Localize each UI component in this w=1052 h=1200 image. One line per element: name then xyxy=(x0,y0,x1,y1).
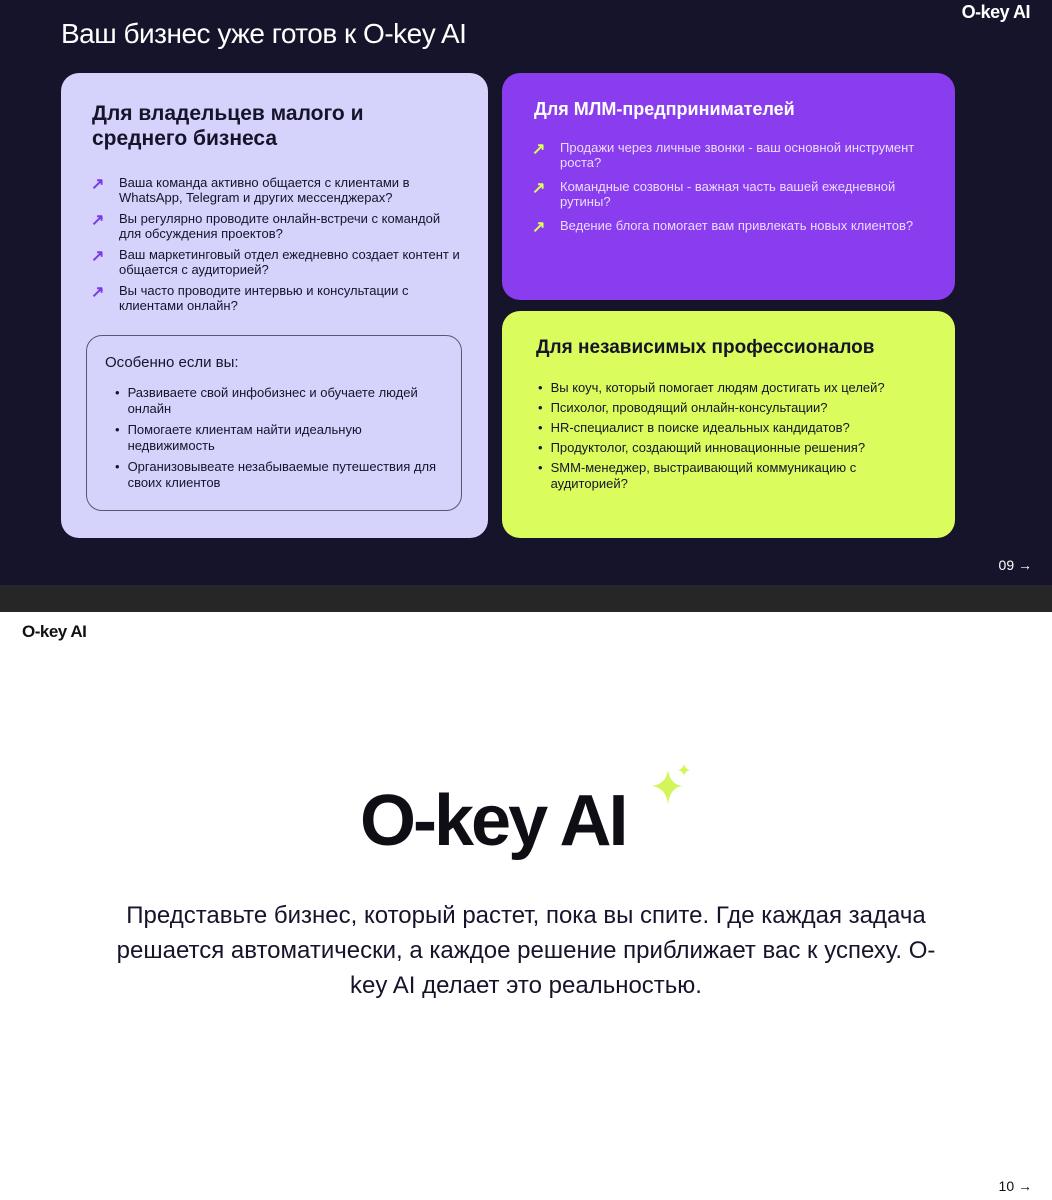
item-text: Ваша команда активно общается с клиентами в WhatsApp, Telegram и других мессенджерах? xyxy=(119,175,410,205)
arrow-up-right-icon: ↗ xyxy=(532,141,546,158)
item-text: Вы регулярно проводите онлайн-встречи с командой для обсуждения проектов? xyxy=(119,211,441,241)
list-item: • Психолог, проводящий онлайн-консультации? xyxy=(538,400,828,415)
hero-logo: O-key AI xyxy=(360,781,626,861)
list-item xyxy=(91,211,461,241)
arrow-up-right-icon: ↗ xyxy=(91,284,105,301)
item-text: Продуктолог, создающий инновационные решения? xyxy=(550,440,866,455)
card-professionals xyxy=(502,311,955,538)
sparkle-icon xyxy=(646,762,694,810)
page-number: 10 → xyxy=(998,1178,1032,1194)
list-item xyxy=(91,283,461,313)
item-text: Ведение блога помогает вам привлекать новых клиентов? xyxy=(560,218,914,233)
item-text: Психолог, проводящий онлайн-консультации? xyxy=(550,400,828,415)
list-item: • SMM-менеджер, выстраивающий коммуникацию с аудиторией? xyxy=(538,460,888,492)
list-item: • Продуктолог, создающий инновационные решения? xyxy=(538,440,866,455)
card-business-owners xyxy=(61,73,488,538)
item-text: HR-специалист в поиске идеальных кандидатов? xyxy=(550,420,850,435)
arrow-up-right-icon: ↗ xyxy=(532,180,546,197)
tagline: Представьте бизнес, который растет, пока вы спите. Где каждая задача решается автоматически, а каждое решение приближает вас к успеху. O-key AI делает это реальностью. xyxy=(116,902,936,999)
item-text: SMM-менеджер, выстраивающий коммуникацию с аудиторией? xyxy=(550,460,857,491)
arrow-up-right-icon: ↗ xyxy=(91,212,105,229)
item-text: Организовывеате незабываемые путешествия для своих клиентов xyxy=(127,459,437,490)
card-title: Для независимых профессионалов xyxy=(536,337,875,358)
list-item xyxy=(532,140,932,170)
list-item: • Развиваете свой инфобизнес и обучаете людей онлайн xyxy=(115,385,443,417)
page-number: 09 → xyxy=(998,557,1032,573)
card-mlm xyxy=(502,73,955,300)
arrow-up-right-icon: ↗ xyxy=(91,176,105,193)
list-item xyxy=(91,247,461,277)
brand-logo: O-key AI xyxy=(22,622,87,641)
slide-09 xyxy=(0,0,1052,585)
slide-separator xyxy=(0,585,1052,612)
list-item xyxy=(91,175,461,205)
list-item: • HR-специалист в поиске идеальных кандидатов? xyxy=(538,420,850,435)
list-item: • Помогаете клиентам найти идеальную недвижимость xyxy=(115,422,443,454)
list-item: • Вы коуч, который помогает людям достигать их целей? xyxy=(538,380,885,395)
item-text: Вы коуч, который помогает людям достигать их целей? xyxy=(550,380,885,395)
item-text: Развиваете свой инфобизнес и обучаете людей онлайн xyxy=(127,385,418,416)
list-item: • Организовывеате незабываемые путешествия для своих клиентов xyxy=(115,459,443,491)
slide-title: Ваш бизнес уже готов к O-key AI xyxy=(61,18,467,49)
item-text: Помогаете клиентам найти идеальную недвижимость xyxy=(127,422,362,453)
item-text: Командные созвоны - важная часть вашей ежедневной рутины? xyxy=(560,179,896,209)
list-item xyxy=(532,179,932,209)
card-title: Для МЛМ-предпринимателей xyxy=(534,99,795,119)
especially-title: Особенно если вы: xyxy=(105,354,239,371)
item-text: Ваш маркетинговый отдел ежедневно создает контент и общается с аудиторией? xyxy=(119,247,460,277)
especially-box xyxy=(86,335,462,511)
brand-logo: O-key AI xyxy=(961,2,1030,22)
item-text: Вы часто проводите интервью и консультации с клиентами онлайн? xyxy=(119,283,409,313)
list-item xyxy=(532,218,932,235)
card-title: Для владельцев малого и среднего бизнеса xyxy=(92,102,364,150)
arrow-up-right-icon: ↗ xyxy=(532,219,546,236)
arrow-up-right-icon: ↗ xyxy=(91,248,105,265)
item-text: Продажи через личные звонки - ваш основной инструмент роста? xyxy=(560,140,915,170)
